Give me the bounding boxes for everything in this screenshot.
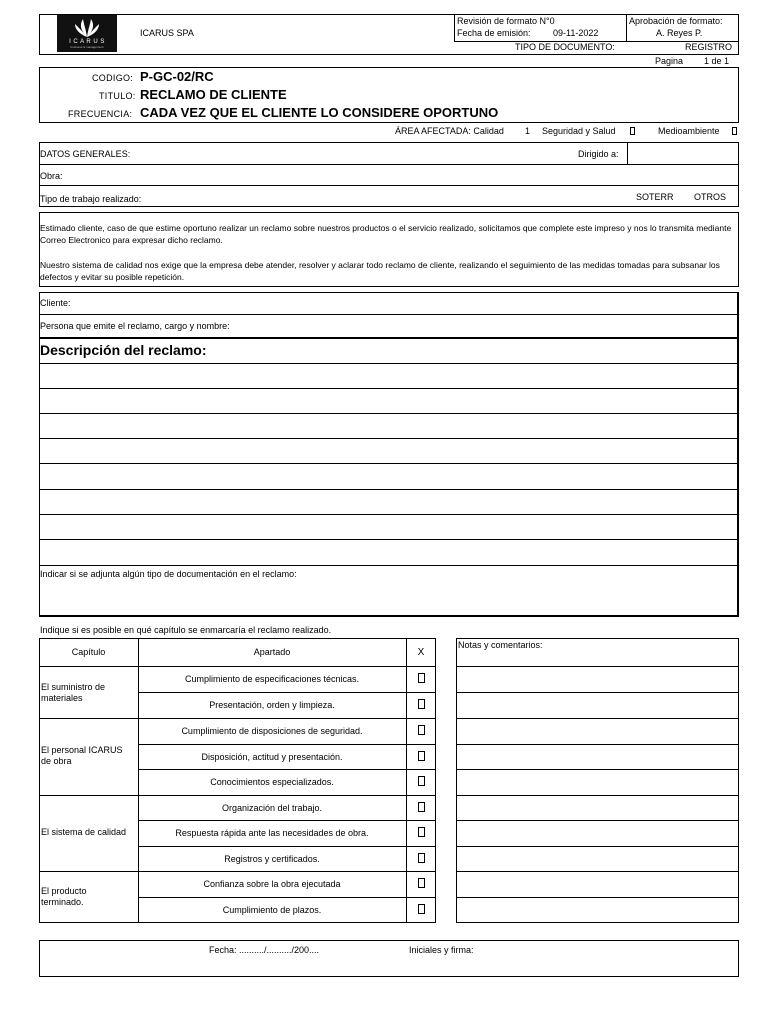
dirigido-field[interactable]: [628, 143, 738, 163]
approval-label: Aprobación de formato:: [629, 16, 723, 26]
attachment-field[interactable]: [40, 582, 736, 614]
group-label-quality: El sistema de calidad: [41, 827, 127, 837]
chapter-row-label: Cumplimiento de plazos.: [222, 905, 322, 915]
notes-frame: [456, 638, 739, 923]
chapter-row-divider: [138, 744, 436, 745]
general-divider: [39, 164, 739, 165]
area-env-label: Medioambiente: [658, 126, 720, 136]
signature-frame: [39, 940, 739, 977]
issue-label: Fecha de emisión:: [457, 28, 531, 38]
general-data-label: DATOS GENERALES:: [40, 149, 131, 159]
area-safety-label: Seguridad y Salud: [542, 126, 616, 136]
chapter-row-label: Cumplimiento de especificaciones técnicas.: [184, 674, 360, 684]
dirigido-label: Dirigido a:: [578, 149, 619, 159]
notes-line[interactable]: [456, 897, 739, 898]
signature-field[interactable]: Iniciales y firma:: [409, 945, 474, 955]
doc-title: RECLAMO DE CLIENTE: [140, 87, 287, 102]
soterr-option[interactable]: SOTERR: [636, 192, 674, 202]
header-divider: [626, 14, 627, 41]
chapter-row-divider: [138, 692, 436, 693]
chapter-row-checkbox[interactable]: [418, 725, 425, 735]
group-label-materials: El suministro de: [41, 682, 106, 692]
approver-name: A. Reyes P.: [656, 28, 703, 38]
doc-type-value: REGISTRO: [685, 42, 733, 52]
chapter-row-checkbox[interactable]: [418, 802, 425, 812]
chapter-row-checkbox[interactable]: [418, 751, 425, 761]
header-divider: [454, 14, 455, 41]
chapter-row-label: Confianza sobre la obra ejecutada: [203, 879, 341, 889]
chapter-row-divider: [39, 795, 436, 796]
notes-line[interactable]: [456, 692, 739, 693]
area-safety-checkbox[interactable]: [630, 127, 635, 135]
notes-line[interactable]: [456, 666, 739, 667]
intro-paragraph-1: Estimado cliente, caso de que estime oportuno realizar un reclamo sobre nuestros productos o el servicio realizado, solicitamos que complete este impreso y nos lo transmita mediante Correo Electronico para expresar dicho reclamo.: [40, 223, 732, 245]
notes-line[interactable]: [456, 795, 739, 796]
group-label-materials-2: materiales: [41, 693, 83, 703]
affected-area-label: ÁREA AFECTADA: Calidad: [395, 126, 504, 136]
group-label-personnel: El personal ICARUS: [41, 745, 123, 755]
doc-type-label: TIPO DE DOCUMENTO:: [515, 42, 615, 52]
claim-divider: [39, 314, 739, 315]
area-quality-mark[interactable]: 1: [525, 126, 531, 136]
chapter-row-checkbox[interactable]: [418, 878, 425, 888]
chapter-row-label: Disposición, actitud y presentación.: [201, 752, 343, 762]
description-line[interactable]: [39, 463, 739, 464]
chapter-row-label: Conocimientos especializados.: [210, 777, 334, 787]
date-field[interactable]: Fecha: ........../........../200....: [209, 945, 320, 955]
description-line[interactable]: [39, 438, 739, 439]
description-line[interactable]: [39, 363, 739, 364]
chapter-row-divider: [138, 769, 436, 770]
revision-label: Revisión de formato N°0: [457, 16, 555, 26]
code-label: CODIGO:: [92, 73, 134, 83]
otros-option[interactable]: OTROS: [694, 192, 727, 202]
description-heading: Descripción del reclamo:: [40, 342, 207, 358]
chapter-col-divider: [406, 638, 407, 923]
obra-label: Obra:: [40, 171, 63, 181]
chapter-row-label: Respuesta rápida ante las necesidades de obra.: [175, 828, 369, 838]
persona-field[interactable]: [255, 316, 735, 335]
page-value: 1 de 1: [704, 56, 730, 66]
chapter-row-divider: [39, 871, 436, 872]
chapter-row-label: Organización del trabajo.: [221, 803, 323, 813]
notes-label: Notas y comentarios:: [458, 640, 543, 650]
persona-label: Persona que emite el reclamo, cargo y nombre:: [40, 321, 230, 331]
description-line[interactable]: [39, 514, 739, 515]
chapter-row-label: Cumplimiento de disposiciones de seguridad.: [181, 726, 363, 736]
group-label-personnel-2: de obra: [41, 756, 72, 766]
cliente-label: Cliente:: [40, 298, 71, 308]
notes-line[interactable]: [456, 871, 739, 872]
chapter-row-checkbox[interactable]: [418, 853, 425, 863]
col-capitulo-header: Capítulo: [71, 647, 106, 657]
obra-field[interactable]: [70, 166, 730, 184]
chapter-row-checkbox[interactable]: [418, 699, 425, 709]
chapter-row-checkbox[interactable]: [418, 827, 425, 837]
general-divider: [39, 185, 739, 186]
work-type-label: Tipo de trabajo realizado:: [40, 194, 142, 204]
col-x-header: X: [417, 647, 425, 658]
company-name: ICARUS SPA: [140, 28, 194, 38]
cliente-field[interactable]: [80, 294, 730, 313]
page-label: Pagina: [655, 56, 684, 66]
logo-text: I C A R U S: [69, 39, 105, 45]
group-label-product: El producto: [41, 886, 87, 896]
title-label: TITULO:: [99, 91, 136, 101]
claim-divider: [39, 337, 739, 339]
intro-paragraph-2: Nuestro sistema de calidad nos exige que la empresa debe atender, resolver y aclarar todo reclamo de cliente, realizando el seguimiento de las medidas tomadas para subsanar los defectos y evitar su posible repetición.: [40, 260, 720, 282]
chapter-row-divider: [138, 846, 436, 847]
group-label-product-2: terminado.: [41, 897, 84, 907]
chapter-row-divider: [39, 718, 436, 719]
issue-date: 09-11-2022: [553, 28, 599, 38]
notes-line[interactable]: [456, 744, 739, 745]
notes-line[interactable]: [456, 769, 739, 770]
description-line[interactable]: [39, 539, 739, 540]
area-env-checkbox[interactable]: [732, 127, 737, 135]
chapter-row-checkbox[interactable]: [418, 904, 425, 914]
doc-code: P-GC-02/RC: [140, 69, 214, 84]
description-line[interactable]: [39, 565, 739, 566]
chapter-row-checkbox[interactable]: [418, 673, 425, 683]
notes-line[interactable]: [456, 846, 739, 847]
chapter-row-label: Registros y certificados.: [224, 854, 320, 864]
chapter-header-divider: [39, 666, 436, 667]
notes-line[interactable]: [456, 718, 739, 719]
chapter-row-divider: [138, 820, 436, 821]
company-logo: [57, 15, 117, 52]
notes-line[interactable]: [456, 820, 739, 821]
description-line[interactable]: [39, 388, 739, 389]
chapter-row-divider: [138, 897, 436, 898]
chapters-intro: Indique si es posible en qué capítulo se enmarcaría el reclamo realizado.: [40, 625, 332, 635]
frequency-label: FRECUENCIA:: [68, 109, 133, 119]
chapter-row-label: Presentación, orden y limpieza.: [209, 700, 335, 710]
doc-frequency: CADA VEZ QUE EL CLIENTE LO CONSIDERE OPORTUNO: [140, 105, 499, 120]
description-line[interactable]: [39, 413, 739, 414]
col-apartado-header: Apartado: [253, 647, 291, 657]
logo-subtext: business & management: [70, 45, 104, 49]
attachment-label: Indicar si se adjunta algún tipo de documentación en el reclamo:: [40, 569, 297, 579]
description-line[interactable]: [39, 489, 739, 490]
chapter-row-checkbox[interactable]: [418, 776, 425, 786]
